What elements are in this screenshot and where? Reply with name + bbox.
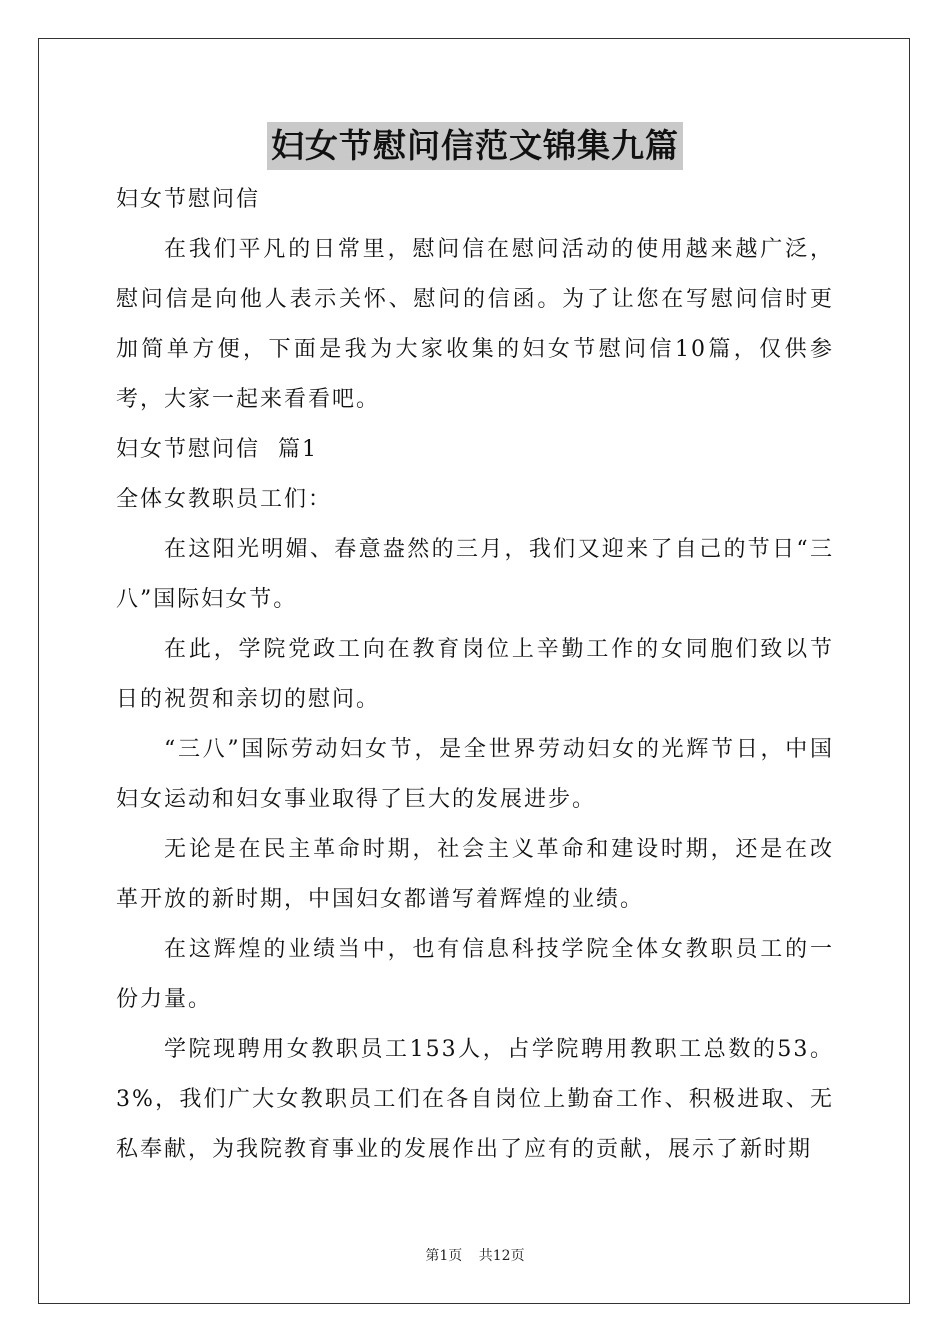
document-subtitle: 妇女节慰问信 [116, 187, 261, 212]
salutation: 全体女教职员工们： [116, 487, 333, 512]
body-paragraph: “三八”国际劳动妇女节，是全世界劳动妇女的光辉节日，中国妇女运动和妇女事业取得了巨大的发展进步。 [116, 737, 834, 812]
body-paragraph: 在这辉煌的业绩当中，也有信息科技学院全体女教职员工的一份力量。 [116, 937, 834, 1012]
title-container [0, 122, 950, 170]
document-body [116, 175, 834, 1175]
body-paragraph: 在此，学院党政工向在教育岗位上辛勤工作的女同胞们致以节日的祝贺和亲切的慰问。 [116, 637, 834, 712]
body-paragraph: 无论是在民主革命时期，社会主义革命和建设时期，还是在改革开放的新时期，中国妇女都谱写着辉煌的业绩。 [116, 837, 834, 912]
body-paragraph: 学院现聘用女教职员工153人，占学院聘用教职工总数的53。3%，我们广大女教职员工们在各自岗位上勤奋工作、积极进取、无私奉献，为我院教育事业的发展作出了应有的贡献，展示了新时期 [116, 1037, 834, 1162]
page-total: 共12页 [478, 1248, 525, 1264]
section-heading: 妇女节慰问信 篇1 [116, 437, 318, 462]
page-footer [0, 1245, 950, 1265]
document-title: 妇女节慰问信范文锦集九篇 [267, 122, 683, 170]
body-paragraph: 在这阳光明媚、春意盎然的三月，我们又迎来了自己的节日“三八”国际妇女节。 [116, 537, 834, 612]
intro-paragraph: 在我们平凡的日常里，慰问信在慰问活动的使用越来越广泛，慰问信是向他人表示关怀、慰问的信函。为了让您在写慰问信时更加简单方便，下面是我为大家收集的妇女节慰问信10篇，仅供参考，大家一起来看看吧。 [116, 237, 834, 412]
page-number: 第1页 [425, 1248, 463, 1264]
